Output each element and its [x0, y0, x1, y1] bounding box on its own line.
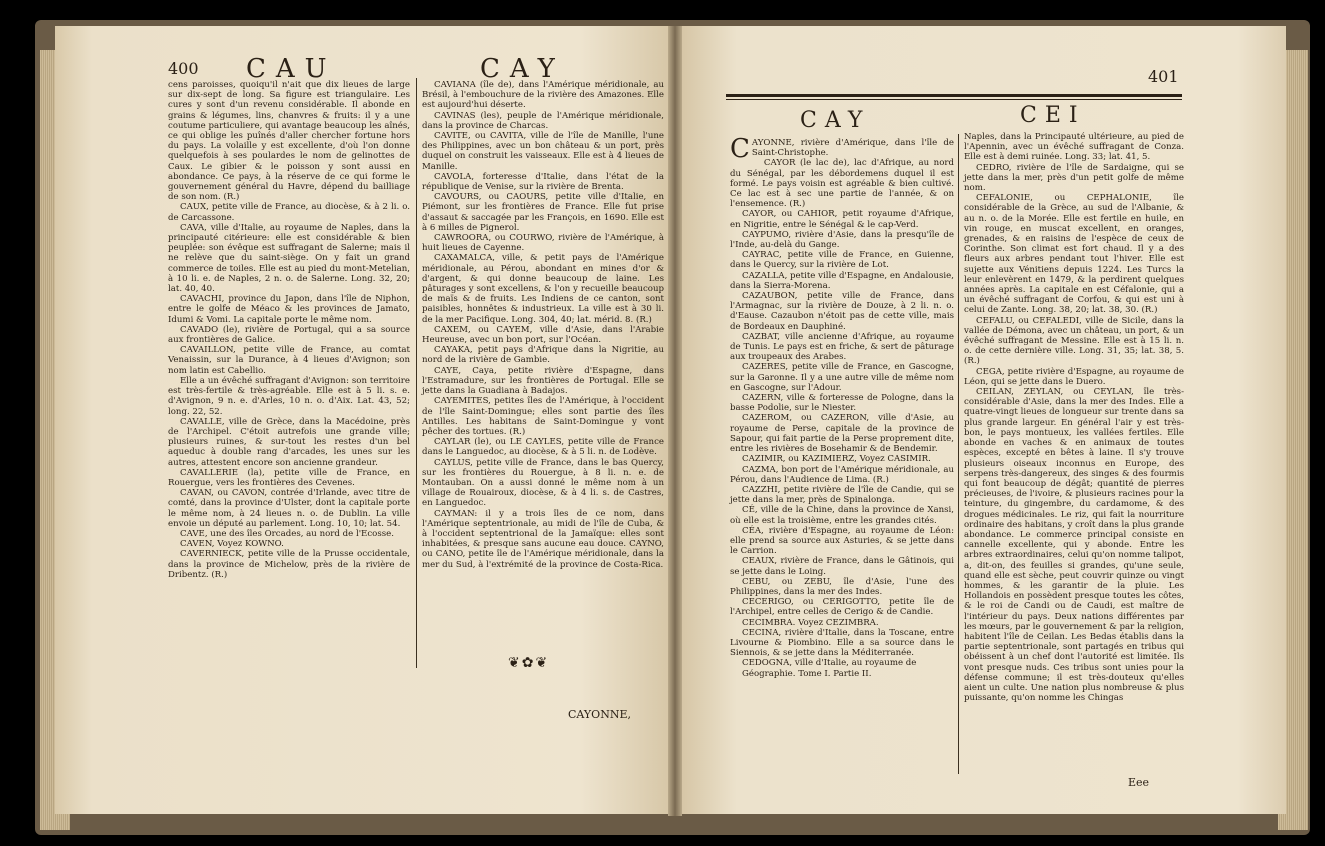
entry-text: CAZBAT, ville ancienne d'Afrique, au royaume de Tunis. Le pays est en friche, & sert de pâturage aux troupeaux des Arabes. [730, 331, 954, 363]
entry-text: CAVALLERIE (la), petite ville de France, en Rouergue, vers les frontières des Cevenes. [168, 467, 410, 488]
entry-text: CAYOR (le lac de), lac d'Afrique, au nord du Sénégal, par les débordemens duquel il est formé. Le pays voisin est agréable & bien cultivé. Ce lac est à sec une partie de l'année, & on l'ensemence. (R.) [730, 158, 954, 210]
entry-text: CAWROORA, ou COURWO, rivière de l'Amérique, à huit lieues de Cayenne. [422, 233, 664, 254]
entry-text: CAYLUS, petite ville de France, dans le bas Quercy, sur les frontières du Rouergue, à 8 li. n. e. de Montauban. On a aussi donné le même nom à un village de Rouairoux, diocèse, & à 4 li. s. de Castres, en Languedoc. [422, 457, 664, 509]
entry-text: CAZERN, ville & forteresse de Pologne, dans la basse Podolie, sur le Niester. [730, 393, 954, 414]
entry-text: CAVEN, Voyez KOWNO. [180, 539, 284, 550]
signature-mark: Eee [1128, 776, 1150, 789]
entry-text: CEFALU, ou CEFALEDI, ville de Sicile, dans la vallée de Démona, avec un château, un port, & un évêché suffragant de Messine. Elle est à 15 li. n. o. de cette dernière ville. Long. 31, 35; lat. 38, 5. (R.) [964, 315, 1184, 367]
right-column-2 [964, 132, 1184, 703]
book-gutter [668, 26, 682, 816]
entry-text: CAYMAN: il y a trois îles de ce nom, dans l'Amérique septentrionale, au midi de l'île de Cuba, & à l'occident septentrional de la Jamaïque: elles sont inhabitées, & presque sans aucune eau douce. CAYNO, ou CANO, petite île de l'Amérique méridionale, dans la mer du Sud, à l'extrémité de la province de Costa-Rica. [422, 508, 664, 570]
entry-text: CAZAUBON, petite ville de France, dans l'Armagnac, sur la rivière de Douze, à 2 li. n. o. d'Eause. Cazaubon n'étoit pas de cette ville, mais de Bordeaux en Dauphiné. [730, 291, 954, 332]
entry-text: CAYRAC, petite ville de France, en Guienne, dans le Quercy, sur la rivière de Lot. [730, 250, 954, 271]
drop-cap: C [730, 134, 750, 164]
left-column-1 [168, 80, 410, 580]
entry-text: CAVA, ville d'Italie, au royaume de Naples, dans la principauté citérieure: elle est considérable & bien peuplée: son évêque est suffragant de Salerne; mais il ne relève que du saint-siège. On y fait un grand commerce de toiles. Elle est au pied du mont-Metelian, à 10 li. e. de Naples, 2 n. o. de Salerne. Long. 32, 20; lat. 40, 40. [168, 222, 410, 295]
entry-text: CAVADO (le), rivière de Portugal, qui a sa source aux frontières de Galice. [168, 324, 410, 346]
entry-text: CAVOLA, forteresse d'Italie, dans l'état de la république de Venise, sur la rivière de Brenta. [422, 171, 664, 193]
page-number-right: 401 [1148, 67, 1179, 86]
entry-text: CECERIGO, ou CERIGOTTO, petite île de l'Archipel, entre celles de Cerigo & de Candie. [730, 597, 954, 618]
entry-text [730, 134, 954, 164]
entry-text: CAYE, Caya, petite rivière d'Espagne, dans l'Estramadure, sur les frontières de Portugal. Elle se jette dans la Guadiana à Badajos. [422, 365, 664, 397]
entry-text: CAVOURS, ou CAOURS, petite ville d'Italie, en Piémont, sur les frontières de France. Elle fut prise d'assaut & saccagée par les François, en 1690. Elle est à 6 milles de Pignerol. [422, 192, 664, 233]
entry-text: CAVITE, ou CAVITA, ville de l'île de Manille, l'une des Philippines, avec un bon château & un port, près duquel on construit les vaisseaux. Elle est à 4 lieues de Manille. [422, 131, 664, 172]
entry-text: CAYAKA, petit pays d'Afrique dans la Nigritie, au nord de la rivière de Gambie. [422, 345, 664, 366]
entry-text: CAVAN, ou CAVON, contrée d'Irlande, avec titre de comté, dans la province d'Ulster, dont la capitale porte le même nom, à 24 lieues n. o. de Dublin. La ville envoie un député au parlement. Long. 10, 10; lat. 54. [168, 488, 410, 529]
running-head-left-2: CAY [480, 54, 565, 84]
entry-text: CEFALONIE, ou CEPHALONIE, île considérable de la Grèce, au sud de l'Albanie, & au n. o. de la Morée. Elle est fertile en huile, en vin rouge, en muscat excellent, en oranges, grenades, & en raisins de l'espèce de ceux de Corinthe. Son climat est fort chaud. Il y a des fleurs aux arbres pendant tout l'hiver. Elle est sujette aux Vénitiens depuis 1224. Les Turcs la leur enlevèrent en 1479, & la perdirent quelques années après. La capitale en est Céfalonie, qui a un évêché suffragant de Corfou, & qui est uni à celui de Zante. Long. 38, 20; lat. 38, 30. (R.) [964, 193, 1184, 316]
entry-text: CAVERNIECK, petite ville de la Prusse occidentale, dans la province de Michelow, près de la rivière de Dribentz. (R.) [168, 549, 410, 580]
catchword-left: CAYONNE, [568, 708, 631, 721]
right-column-1 [730, 134, 954, 679]
column-divider [958, 134, 959, 774]
entry-text: Géographie. Tome I. Partie II. [742, 668, 872, 679]
section-title-right-2: CEI [1020, 103, 1086, 128]
entry-text: CAUX, petite ville de France, au diocèse, & à 2 li. o. de Carcassone. [168, 202, 410, 223]
section-title-right-1: CAY [800, 108, 871, 133]
entry-text: CAZEROM, ou CAZERON, ville d'Asie, au royaume de Perse, capitale de la province de Sapour, qui fait partie de la Perse proprement dite, entre les rivières de Bosehamir & de Bendemir. [730, 413, 954, 455]
header-rule-thin [726, 99, 1182, 100]
entry-text: CAZERES, petite ville de France, en Gascogne, sur la Garonne. Il y a une autre ville de même nom en Gascogne, sur l'Adour. [730, 362, 954, 393]
running-head-left-1: CAU [246, 54, 337, 84]
entry-text: CEILAN, ZEYLAN, ou CEYLAN, île très-considérable d'Asie, dans la mer des Indes. Elle a quatre-vingt lieues de longueur sur trente dans sa plus grande largeur. En général l'air y est très-bon, le pays montueux, les vallées fertiles. Elle abonde en vaches & en animaux de toutes espèces, excepté en bêtes à laine. Il s'y trouve plusieurs oiseaux inconnus en Europe, des serpens très-dangereux, des singes & des fourmis qui font beaucoup de dégât; quantité de pierres précieuses, de l'ivoire, & plusieurs racines pour la teinture, du gingembre, du cardamome, & des drogues médicinales. Le riz, qui fait la nourriture ordinaire des habitans, y croît dans la plus grande abondance. Le commerce principal consiste en cannelle excellente, qui y abonde. Entre les arbres extraordinaires, celui qu'on nomme talipot, a, dit-on, des feuilles si grandes, qu'une seule, quand elle est sèche, peut couvrir quinze ou vingt hommes, & les garantir de la pluie. Les Hollandois en possèdent presque toutes les côtes, & le roi de Candi ou de Caudi, est maître de l'intérieur du pays. Deux nations différentes par les mœurs, par le gouvernement & par la religion, habitent l'île de Ceilan. Les Bedas établis dans la partie septentrionale, sont partagés en tribus qui obéissent à un chef dont l'autorité est limitée. Ils vont presque nuds. Ces tribus sont unies pour la défense commune; il est très-douteux qu'elles aient un culte. Une nation plus nombreuse & plus puissante, qu'on nomme les Chingas [964, 387, 1184, 704]
entry-text: cens paroisses, quoiqu'il n'ait que dix lieues de large sur dix-sept de long. Sa figure est triangulaire. Les cures y sont d'un revenu considérable. Il abonde en grains & légumes, lins, chanvres & fruits: il y a une coutume particuliere, qui avantage beaucoup les aînés, ce qui oblige les puînés d'aller chercher fortune hors du pays. La volaille y est excellente, d'où l'on donne quelquefois à ses poulardes le nom de gelinottes de Caux. Le gibier & le poisson y sont aussi en abondance. Ce pays, à la réserve de ce qui forme le gouvernement général du Havre, dépend du bailliage de son nom. (R.) [168, 80, 410, 203]
entry-text: CEGA, petite rivière d'Espagne, au royaume de Léon, qui se jette dans le Duero. [964, 366, 1184, 387]
entry-text: CAYLAR (le), ou LE CAYLES, petite ville de France dans le Languedoc, au diocèse, & à 5 li. n. de Lodève. [422, 437, 664, 458]
entry-text: CAZIMIR, ou KAZIMIERZ, Voyez CASIMIR. [742, 454, 931, 465]
entry-text: CAVIANA (île de), dans l'Amérique méridionale, au Brésil, à l'embouchure de la rivière des Amazones. Elle est aujourd'hui déserte. [422, 80, 664, 111]
entry-text: CAYPUMO, rivière d'Asie, dans la presqu'île de l'Inde, au-delà du Gange. [730, 229, 954, 251]
entry-text: AYONNE, rivière d'Amérique, dans l'île de Saint-Christophe. [751, 138, 954, 159]
entry-text: CÉ, ville de la Chine, dans la province de Xansi, où elle est la troisième, entre les grandes cités. [730, 505, 954, 526]
page-number-left: 400 [168, 59, 199, 78]
entry-text: CAVACHI, province du Japon, dans l'île de Niphon, entre le golfe de Méaco & les provinces de Jamato, Idumi & Vomi. La capitale porte le même nom. [168, 294, 410, 325]
entry-text: CAZZHI, petite rivière de l'île de Candie, qui se jette dans la mer, près de Spinalonga. [730, 484, 954, 506]
left-column-2 [422, 80, 664, 570]
entry-text: CEDOGNA, ville d'Italie, au royaume de [742, 658, 917, 669]
entry-text: CECIMBRA. Voyez CEZIMBRA. [742, 617, 879, 628]
entry-text: CAVALLE, ville de Grèce, dans la Macédoine, près de l'Archipel. C'étoit autrefois une grande ville; plusieurs ruines, & sur-tout les restes d'un bel aqueduc à double rang d'arcades, les unes sur les autres, attestent encore son ancienne grandeur. [168, 416, 410, 468]
entry-text: CÉA, rivière d'Espagne, au royaume de Léon: elle prend sa source aux Asturies, & se jette dans le Carrion. [730, 525, 954, 557]
entry-text: CAYOR, ou CAHIOR, petit royaume d'Afrique, en Nigritie, entre le Sénégal & le cap-Verd. [730, 209, 954, 230]
entry-text: CEAUX, rivière de France, dans le Gâtinois, qui se jette dans le Loing. [730, 556, 954, 577]
entry-text: CAVAILLON, petite ville de France, au comtat Venaissin, sur la Durance, à 4 lieues d'Avignon; son nom latin est Cabellio. [168, 345, 410, 376]
entry-text: CAVE, une des îles Orcades, au nord de l'Ecosse. [180, 528, 394, 539]
entry-text: CAYEMITES, petites îles de l'Amérique, à l'occident de l'île Saint-Domingue; elles sont partie des îles Antilles. Les habitans de Saint-Domingue y vont pêcher des tortues. (R.) [422, 396, 664, 437]
entry-text: CEBU, ou ZEBU, île d'Asie, l'une des Philippines, dans la mer des Indes. [730, 576, 954, 597]
entry-text: CAXEM, ou CAYEM, ville d'Asie, dans l'Arabie Heureuse, avec un bon port, sur l'Océan. [422, 324, 664, 346]
entry-text: CAZMA, bon port de l'Amérique méridionale, au Pérou, dans l'Audience de Lima. (R.) [730, 464, 954, 485]
tailpiece-ornament: ❦✿❦ [508, 655, 550, 671]
entry-text: Elle a un évêché suffragant d'Avignon: son territoire est très-fertile & très-agréable. Elle est à 5 li. s. e. d'Avignon, 9 n. e. d'Arles, 10 n. o. d'Aix. Lat. 43, 52; long. 22, 52. [168, 375, 410, 417]
column-divider [416, 78, 417, 668]
entry-text: CECINA, rivière d'Italie, dans la Toscane, entre Livourne & Piombino. Elle a sa source dans le Siennois, & se jette dans la Méditerranée. [730, 627, 954, 659]
entry-text: CAXAMALCA, ville, & petit pays de l'Amérique méridionale, au Pérou, abondant en mines d'or & d'argent, & qui donne beaucoup de laine. Les pâturages y sont excellens, & l'on y recueille beaucoup de maïs & de fruits. Les Indiens de ce canton, sont paisibles, honnêtes & industrieux. La ville est à 30 li. de la mer Pacifique. Long. 304, 40; lat. mérid. 8. (R.) [422, 253, 664, 325]
entry-text: CAVINAS (les), peuple de l'Amérique méridionale, dans la province de Charcas. [422, 110, 664, 131]
entry-text: CAZALLA, petite ville d'Espagne, en Andalousie, dans la Sierra-Morena. [730, 270, 954, 291]
header-rule [726, 94, 1182, 97]
entry-text: CEDRO, rivière de l'île de Sardaigne, qui se jette dans la mer, près d'un petit golfe de même nom. [964, 162, 1184, 194]
entry-text: Naples, dans la Principauté ultérieure, au pied de l'Apennin, avec un évêché suffragant de Conza. Elle est à demi ruinée. Long. 33; lat. 41, 5. [964, 132, 1184, 163]
